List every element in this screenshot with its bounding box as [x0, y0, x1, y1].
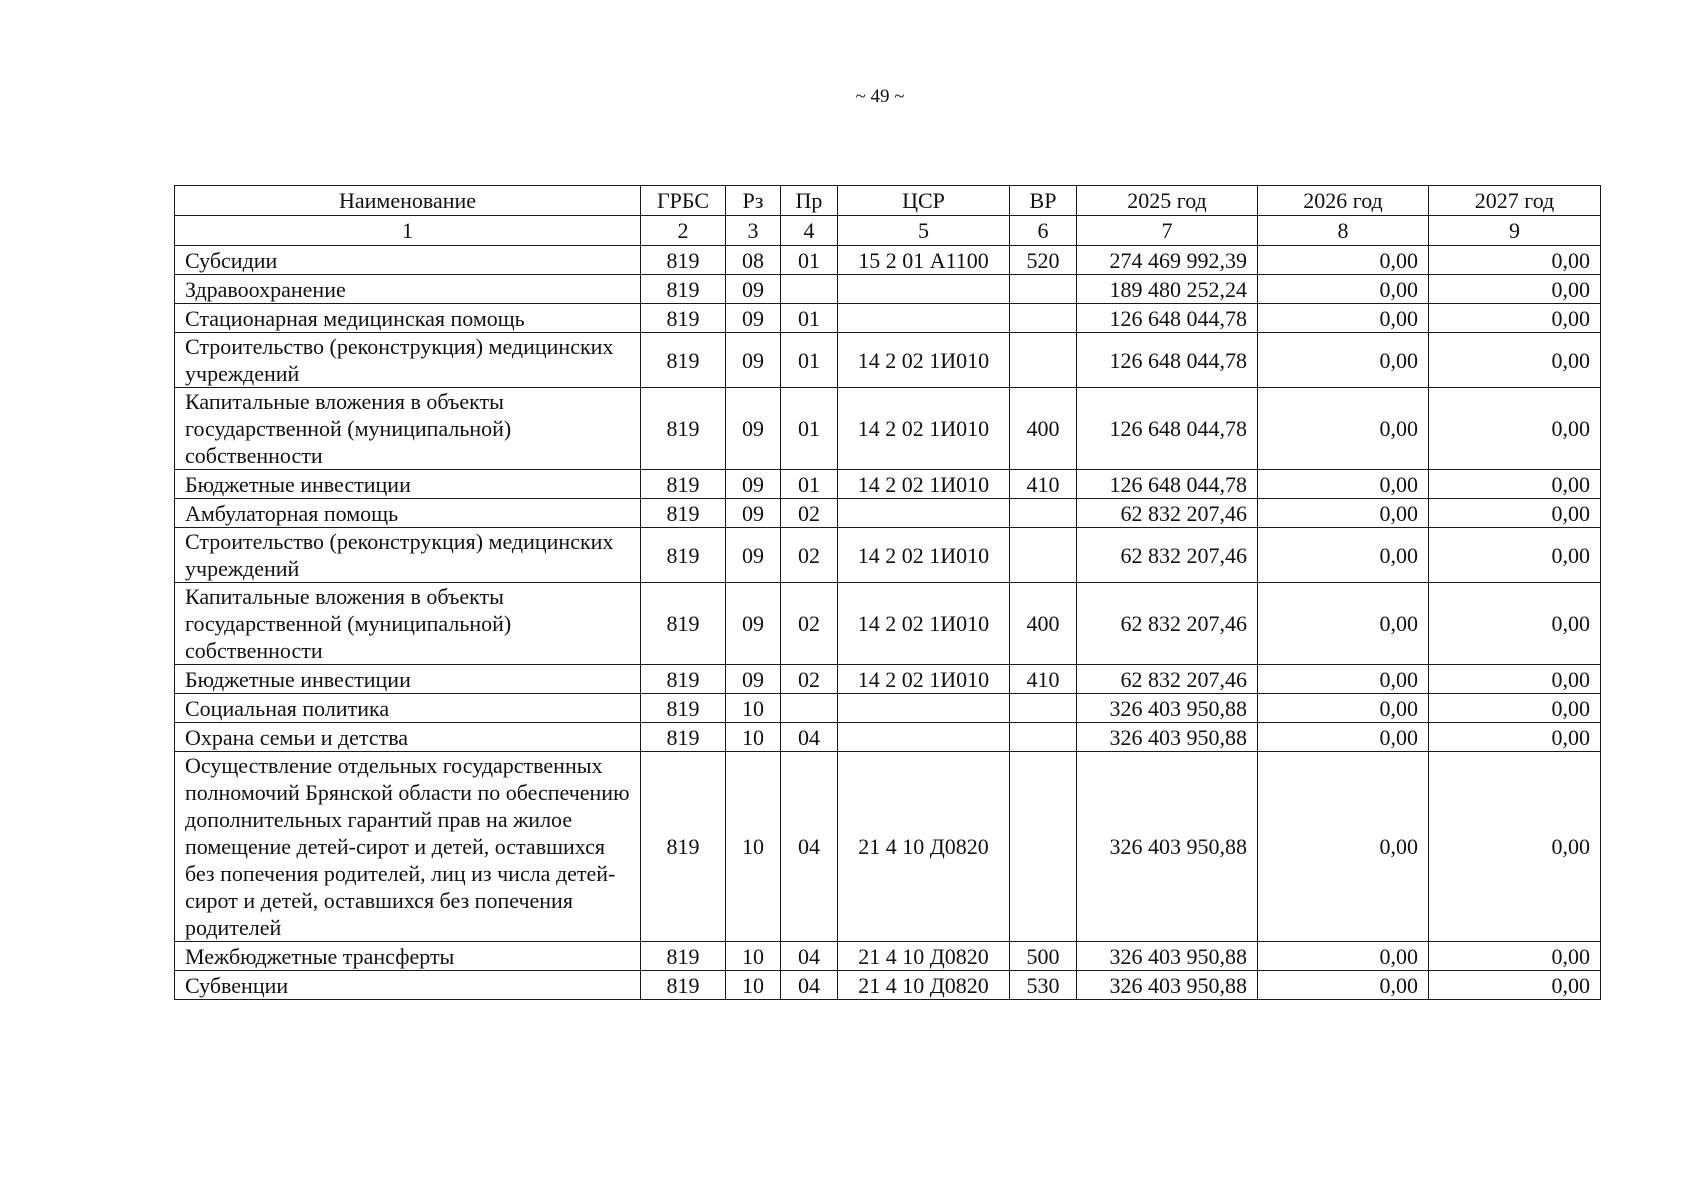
- row-pr: 04: [781, 723, 838, 752]
- row-amount-2027: 0,00: [1429, 723, 1601, 752]
- row-name: Субсидии: [175, 246, 641, 275]
- column-number: 5: [838, 216, 1010, 246]
- row-pr: 04: [781, 942, 838, 971]
- row-rz: 08: [726, 246, 781, 275]
- row-rz: 09: [726, 583, 781, 665]
- column-number: 2: [641, 216, 726, 246]
- table-row: [175, 752, 1601, 942]
- row-amount-2027: 0,00: [1429, 528, 1601, 583]
- row-pr: 02: [781, 665, 838, 694]
- row-amount-2025: 326 403 950,88: [1077, 752, 1258, 942]
- row-name: Строительство (реконструкция) медицинских учреждений: [175, 528, 641, 583]
- row-csr: 21 4 10 Д0820: [838, 752, 1010, 942]
- header-2025: 2025 год: [1077, 186, 1258, 216]
- row-rz: 09: [726, 665, 781, 694]
- row-amount-2027: 0,00: [1429, 499, 1601, 528]
- row-amount-2026: 0,00: [1258, 304, 1429, 333]
- row-vr: [1010, 304, 1077, 333]
- row-amount-2027: 0,00: [1429, 246, 1601, 275]
- row-vr: [1010, 528, 1077, 583]
- row-amount-2025: 126 648 044,78: [1077, 388, 1258, 470]
- row-amount-2025: 126 648 044,78: [1077, 304, 1258, 333]
- header-2026: 2026 год: [1258, 186, 1429, 216]
- row-grbs: 819: [641, 665, 726, 694]
- row-vr: 400: [1010, 388, 1077, 470]
- row-amount-2026: 0,00: [1258, 275, 1429, 304]
- row-amount-2027: 0,00: [1429, 388, 1601, 470]
- row-rz: 10: [726, 971, 781, 1000]
- header-grbs: ГРБС: [641, 186, 726, 216]
- header-row: [175, 186, 1601, 216]
- row-amount-2027: 0,00: [1429, 275, 1601, 304]
- row-amount-2027: 0,00: [1429, 665, 1601, 694]
- table-row: [175, 694, 1601, 723]
- row-vr: [1010, 752, 1077, 942]
- row-amount-2026: 0,00: [1258, 723, 1429, 752]
- row-amount-2026: 0,00: [1258, 752, 1429, 942]
- row-pr: 01: [781, 388, 838, 470]
- column-number: 7: [1077, 216, 1258, 246]
- row-csr: [838, 723, 1010, 752]
- table-row: [175, 971, 1601, 1000]
- row-amount-2026: 0,00: [1258, 333, 1429, 388]
- row-csr: [838, 304, 1010, 333]
- row-grbs: 819: [641, 528, 726, 583]
- row-amount-2027: 0,00: [1429, 752, 1601, 942]
- row-amount-2027: 0,00: [1429, 942, 1601, 971]
- row-amount-2025: 326 403 950,88: [1077, 971, 1258, 1000]
- row-amount-2027: 0,00: [1429, 304, 1601, 333]
- row-name: Охрана семьи и детства: [175, 723, 641, 752]
- header-vr: ВР: [1010, 186, 1077, 216]
- column-number: 3: [726, 216, 781, 246]
- row-pr: [781, 275, 838, 304]
- row-rz: 09: [726, 388, 781, 470]
- row-vr: [1010, 694, 1077, 723]
- table-row: [175, 665, 1601, 694]
- page-number: ~ 49 ~: [855, 86, 905, 107]
- row-amount-2027: 0,00: [1429, 333, 1601, 388]
- row-csr: [838, 499, 1010, 528]
- row-name: Капитальные вложения в объекты государственной (муниципальной) собственности: [175, 583, 641, 665]
- header-pr: Пр: [781, 186, 838, 216]
- row-name: Строительство (реконструкция) медицинских учреждений: [175, 333, 641, 388]
- table-row: [175, 388, 1601, 470]
- row-rz: 09: [726, 304, 781, 333]
- row-grbs: 819: [641, 971, 726, 1000]
- row-rz: 09: [726, 275, 781, 304]
- row-grbs: 819: [641, 246, 726, 275]
- row-name: Бюджетные инвестиции: [175, 470, 641, 499]
- row-grbs: 819: [641, 723, 726, 752]
- budget-table: [174, 185, 1601, 1000]
- row-csr: 14 2 02 1И010: [838, 388, 1010, 470]
- column-number: 8: [1258, 216, 1429, 246]
- row-amount-2027: 0,00: [1429, 694, 1601, 723]
- row-amount-2026: 0,00: [1258, 971, 1429, 1000]
- row-amount-2026: 0,00: [1258, 583, 1429, 665]
- row-grbs: 819: [641, 275, 726, 304]
- row-pr: 02: [781, 528, 838, 583]
- row-amount-2025: 326 403 950,88: [1077, 723, 1258, 752]
- header-name: Наименование: [175, 186, 641, 216]
- row-amount-2026: 0,00: [1258, 528, 1429, 583]
- row-amount-2026: 0,00: [1258, 246, 1429, 275]
- row-vr: [1010, 275, 1077, 304]
- row-csr: 14 2 02 1И010: [838, 470, 1010, 499]
- row-amount-2025: 126 648 044,78: [1077, 333, 1258, 388]
- row-pr: 04: [781, 971, 838, 1000]
- row-rz: 10: [726, 723, 781, 752]
- row-name: Бюджетные инвестиции: [175, 665, 641, 694]
- column-number: 1: [175, 216, 641, 246]
- row-amount-2026: 0,00: [1258, 694, 1429, 723]
- row-amount-2027: 0,00: [1429, 583, 1601, 665]
- row-name: Субвенции: [175, 971, 641, 1000]
- row-amount-2026: 0,00: [1258, 499, 1429, 528]
- row-csr: 14 2 02 1И010: [838, 333, 1010, 388]
- row-amount-2025: 62 832 207,46: [1077, 665, 1258, 694]
- row-grbs: 819: [641, 752, 726, 942]
- row-amount-2026: 0,00: [1258, 470, 1429, 499]
- row-amount-2025: 62 832 207,46: [1077, 583, 1258, 665]
- row-amount-2027: 0,00: [1429, 971, 1601, 1000]
- row-pr: 02: [781, 583, 838, 665]
- column-number: 4: [781, 216, 838, 246]
- row-pr: 02: [781, 499, 838, 528]
- row-amount-2025: 62 832 207,46: [1077, 528, 1258, 583]
- row-name: Амбулаторная помощь: [175, 499, 641, 528]
- row-rz: 09: [726, 499, 781, 528]
- row-vr: 500: [1010, 942, 1077, 971]
- row-amount-2025: 326 403 950,88: [1077, 942, 1258, 971]
- row-grbs: 819: [641, 333, 726, 388]
- header-2027: 2027 год: [1429, 186, 1601, 216]
- row-amount-2025: 126 648 044,78: [1077, 470, 1258, 499]
- row-name: Капитальные вложения в объекты государственной (муниципальной) собственности: [175, 388, 641, 470]
- row-amount-2026: 0,00: [1258, 388, 1429, 470]
- row-name: Стационарная медицинская помощь: [175, 304, 641, 333]
- table-row: [175, 583, 1601, 665]
- table-row: [175, 246, 1601, 275]
- row-pr: 04: [781, 752, 838, 942]
- table-row: [175, 723, 1601, 752]
- row-csr: [838, 275, 1010, 304]
- header-csr: ЦСР: [838, 186, 1010, 216]
- row-grbs: 819: [641, 304, 726, 333]
- header-rz: Рз: [726, 186, 781, 216]
- table-row: [175, 304, 1601, 333]
- row-amount-2027: 0,00: [1429, 470, 1601, 499]
- row-pr: 01: [781, 470, 838, 499]
- row-pr: 01: [781, 246, 838, 275]
- row-name: Здравоохранение: [175, 275, 641, 304]
- row-rz: 10: [726, 694, 781, 723]
- row-pr: 01: [781, 333, 838, 388]
- row-amount-2026: 0,00: [1258, 665, 1429, 694]
- row-grbs: 819: [641, 499, 726, 528]
- row-csr: [838, 694, 1010, 723]
- row-vr: 410: [1010, 470, 1077, 499]
- row-amount-2026: 0,00: [1258, 942, 1429, 971]
- row-pr: [781, 694, 838, 723]
- row-vr: [1010, 333, 1077, 388]
- row-grbs: 819: [641, 470, 726, 499]
- row-vr: 400: [1010, 583, 1077, 665]
- row-csr: 14 2 02 1И010: [838, 528, 1010, 583]
- table-row: [175, 470, 1601, 499]
- row-pr: 01: [781, 304, 838, 333]
- row-vr: 410: [1010, 665, 1077, 694]
- row-rz: 10: [726, 942, 781, 971]
- table-row: [175, 499, 1601, 528]
- row-name: Осуществление отдельных государственных полномочий Брянской области по обеспечению дополнительных гарантий прав на жилое помещение детей-сирот и детей, оставшихся без попечения родителей, лиц из числа детей-сирот и детей, оставшихся без попечения родителей: [175, 752, 641, 942]
- row-rz: 09: [726, 528, 781, 583]
- row-amount-2025: 62 832 207,46: [1077, 499, 1258, 528]
- row-csr: 14 2 02 1И010: [838, 583, 1010, 665]
- row-amount-2025: 326 403 950,88: [1077, 694, 1258, 723]
- row-csr: 21 4 10 Д0820: [838, 942, 1010, 971]
- table-row: [175, 942, 1601, 971]
- row-csr: 15 2 01 А1100: [838, 246, 1010, 275]
- table-row: [175, 333, 1601, 388]
- table-row: [175, 275, 1601, 304]
- row-rz: 09: [726, 470, 781, 499]
- row-name: Межбюджетные трансферты: [175, 942, 641, 971]
- row-csr: 14 2 02 1И010: [838, 665, 1010, 694]
- row-grbs: 819: [641, 694, 726, 723]
- row-name: Социальная политика: [175, 694, 641, 723]
- row-vr: [1010, 723, 1077, 752]
- table-row: [175, 528, 1601, 583]
- row-grbs: 819: [641, 942, 726, 971]
- column-number: 9: [1429, 216, 1601, 246]
- row-vr: 530: [1010, 971, 1077, 1000]
- column-number-row: [175, 216, 1601, 246]
- row-csr: 21 4 10 Д0820: [838, 971, 1010, 1000]
- row-grbs: 819: [641, 583, 726, 665]
- row-vr: 520: [1010, 246, 1077, 275]
- row-rz: 10: [726, 752, 781, 942]
- row-vr: [1010, 499, 1077, 528]
- row-amount-2025: 274 469 992,39: [1077, 246, 1258, 275]
- row-grbs: 819: [641, 388, 726, 470]
- row-amount-2025: 189 480 252,24: [1077, 275, 1258, 304]
- row-rz: 09: [726, 333, 781, 388]
- column-number: 6: [1010, 216, 1077, 246]
